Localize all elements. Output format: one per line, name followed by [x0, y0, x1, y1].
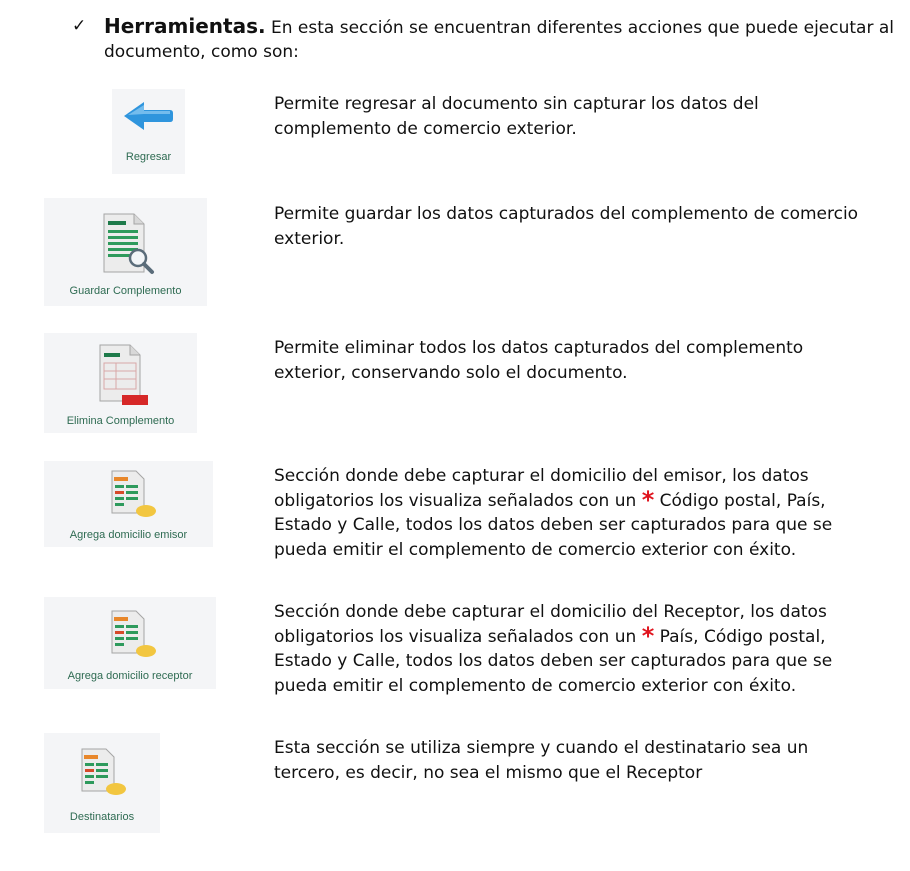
description-text: Permite guardar los datos capturados del complemento de comercio exterior. [274, 204, 859, 249]
description-text: Esta sección se utiliza siempre y cuando el destinatario sea un tercero, es decir, no sea el mismo que el Receptor [274, 738, 809, 783]
agrega-domicilio-receptor-button[interactable] [44, 597, 216, 689]
tool-label: Agrega domicilio emisor [69, 529, 188, 541]
section-title: Herramientas. [104, 14, 266, 38]
tool-label: Elimina Complemento [66, 415, 175, 427]
tool-label: Destinatarios [69, 811, 135, 823]
intro-text: En esta sección se encuentran diferentes acciones que puede ejecutar al documento, como son: [104, 18, 894, 62]
document-delete-icon [96, 343, 152, 409]
intro-paragraph [104, 14, 894, 64]
tool-label: Guardar Complemento [69, 285, 182, 297]
address-document-icon [108, 609, 156, 659]
tool-label: Regresar [125, 151, 172, 163]
description-text: País, Código postal, Estado y Calle, todos los datos deben ser capturados para que se pueda emitir el complemento de comercio exterior con éxito. [274, 626, 833, 696]
description-text: Permite regresar al documento sin capturar los datos del complemento de comercio exterior. [274, 94, 759, 139]
tool-description [274, 202, 874, 251]
check-mark-icon: ✓ [72, 16, 87, 36]
tool-description [274, 464, 874, 562]
tool-description [274, 92, 874, 141]
tool-description [274, 336, 874, 385]
arrow-left-icon [120, 97, 176, 135]
description-text: Permite eliminar todos los datos capturados del complemento exterior, conservando solo el documento. [274, 338, 804, 383]
agrega-domicilio-emisor-button[interactable] [44, 461, 213, 547]
description-text: Sección donde debe capturar el domicilio del Receptor, los datos obligatorios los visualiza señalados con un [274, 602, 827, 647]
address-document-icon [78, 747, 126, 797]
address-document-icon [108, 469, 156, 519]
tool-label: Agrega domicilio receptor [67, 670, 193, 682]
tool-description [274, 736, 874, 785]
destinatarios-button[interactable] [44, 733, 160, 833]
elimina-complemento-button[interactable] [44, 333, 197, 433]
description-text: Código postal, País, Estado y Calle, todos los datos deben ser capturados para que se pueda emitir el complemento de comercio exterior con éxito. [274, 490, 833, 560]
required-marker: * [641, 485, 655, 514]
required-marker: * [641, 621, 655, 650]
tool-description [274, 600, 874, 698]
document-search-icon [98, 212, 158, 276]
description-text: Sección donde debe capturar el domicilio del emisor, los datos obligatorios los visualiza señalados con un [274, 466, 809, 511]
guardar-complemento-button[interactable] [44, 198, 207, 306]
regresar-button[interactable] [112, 89, 185, 174]
